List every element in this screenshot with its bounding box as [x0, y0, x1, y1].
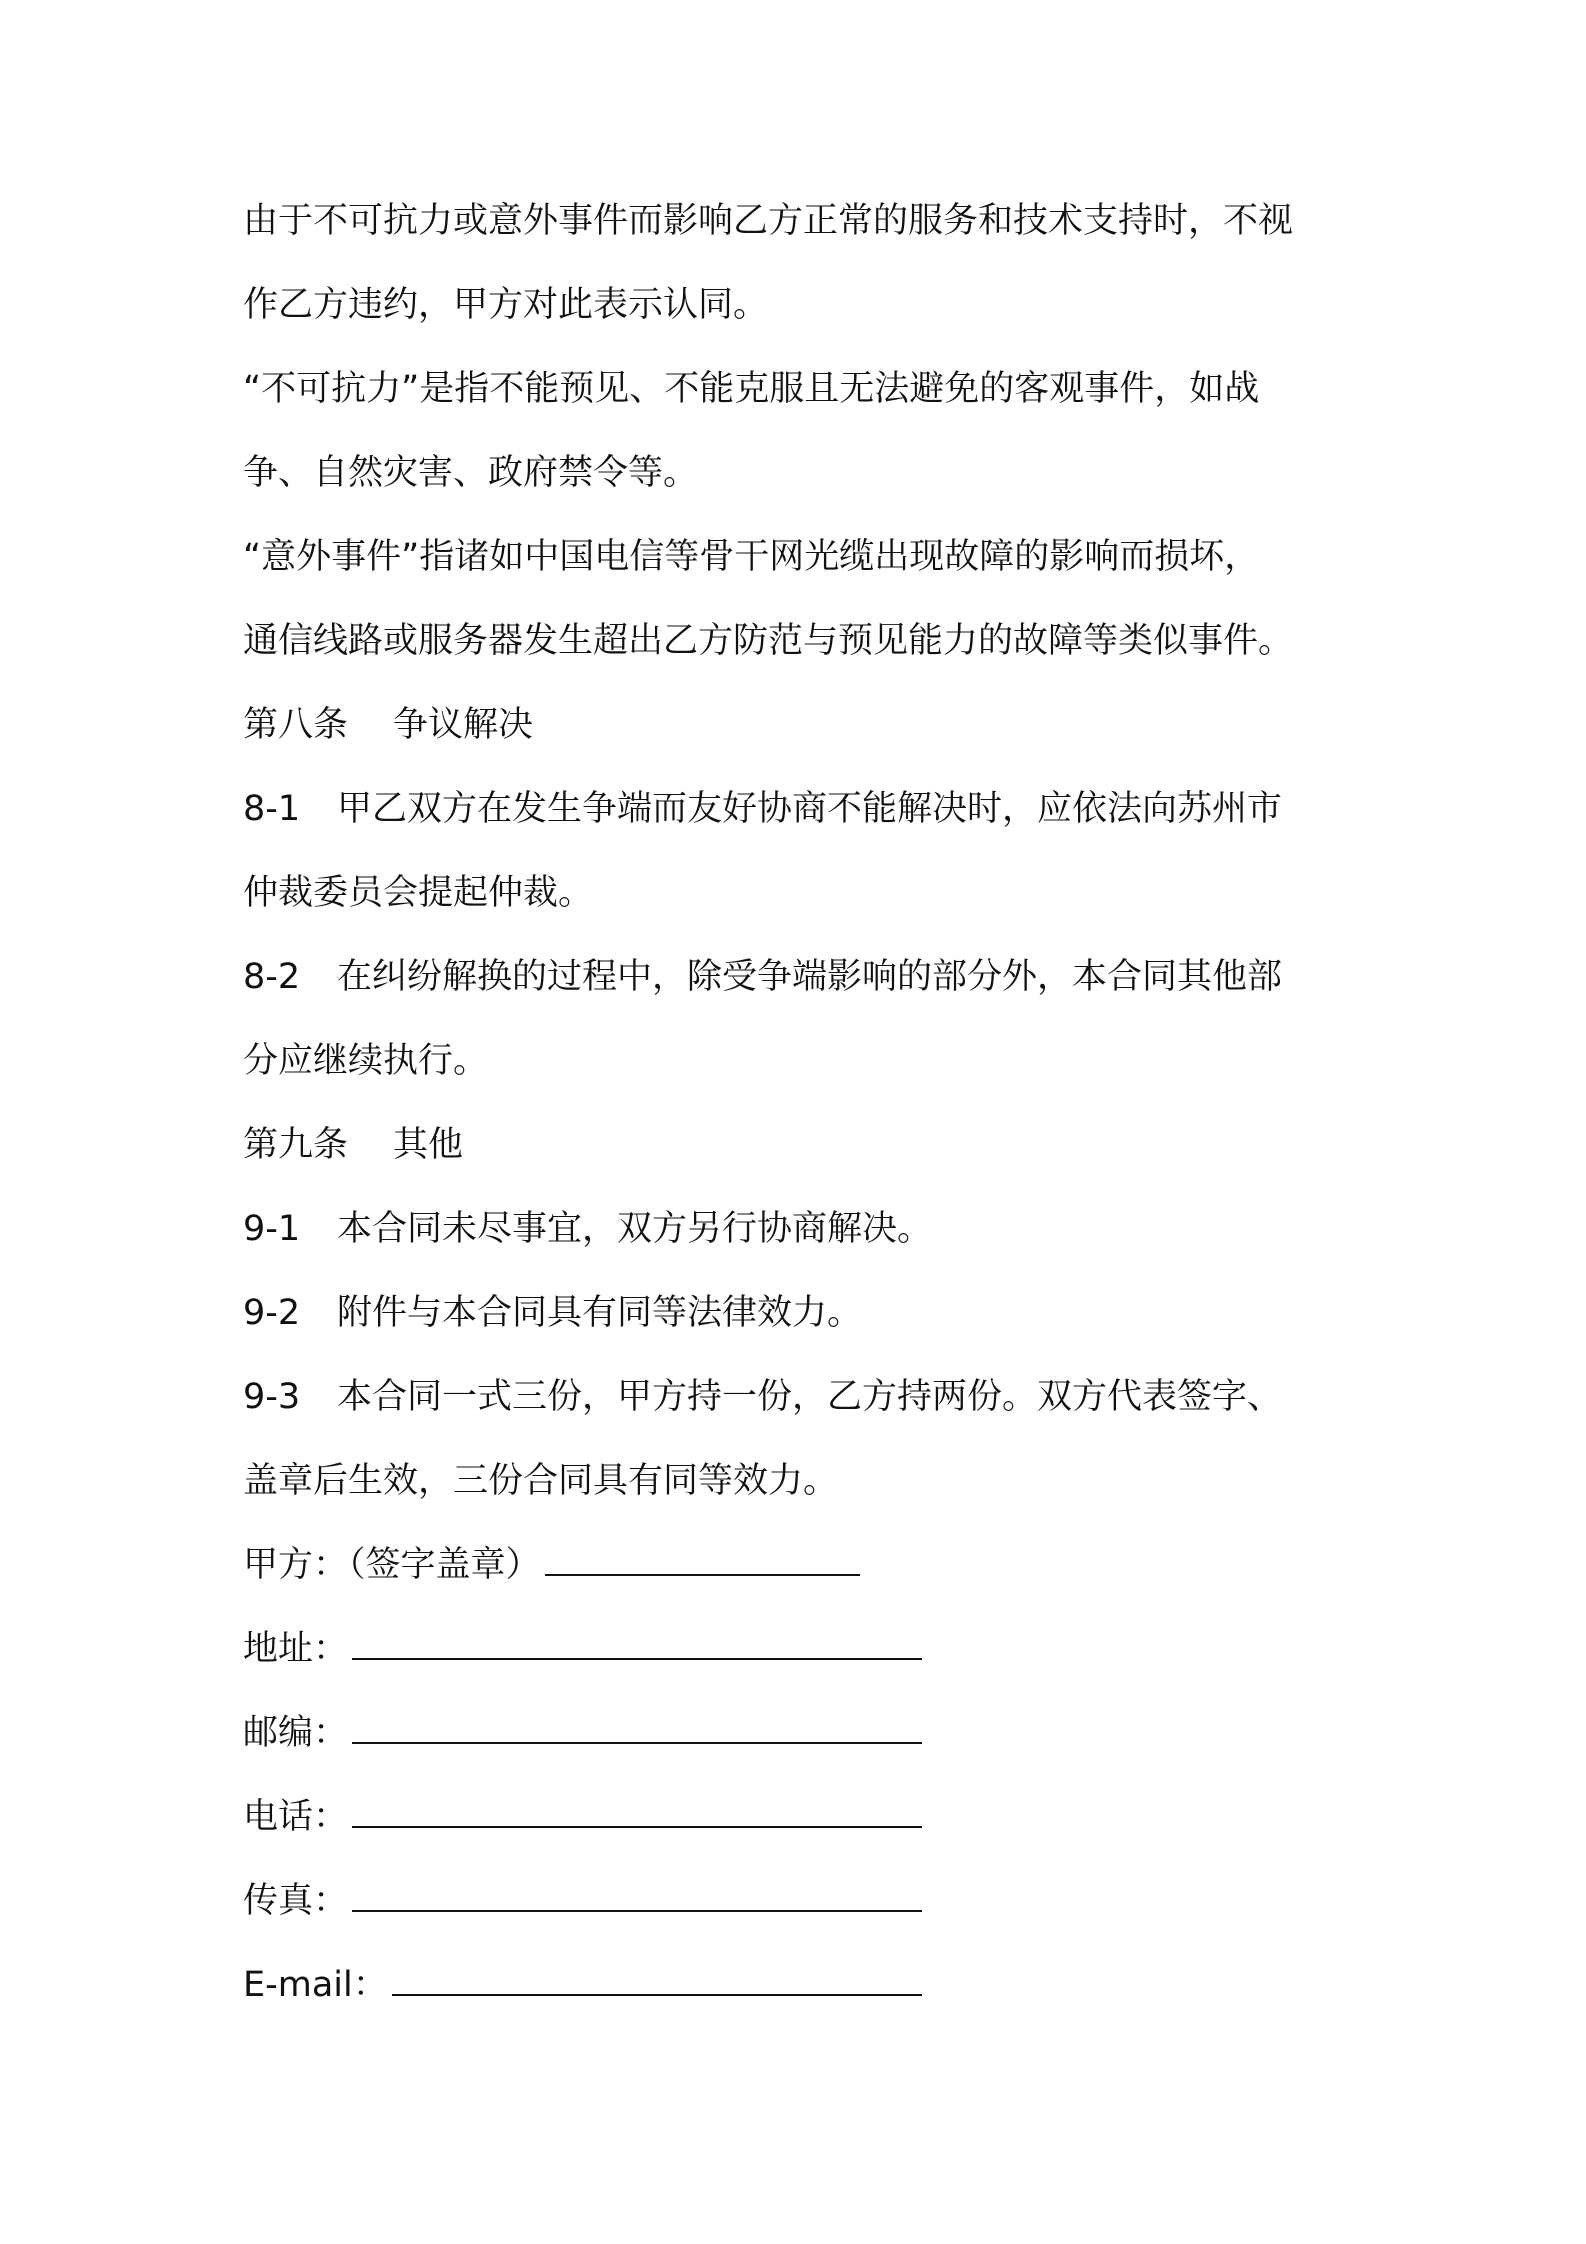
postcode-blank[interactable] [352, 1708, 922, 1744]
clause-text: 甲乙双方在发生争端而友好协商不能解决时，应依法向苏州市 [337, 789, 1283, 829]
postcode-label: 邮编： [243, 1713, 349, 1753]
force-majeure-paragraph-line-1: 由于不可抗力或意外事件而影响乙方正常的服务和技术支持时，不视 [243, 201, 1294, 241]
accident-definition-line-1: “意外事件”指诸如中国电信等骨干网光缆出现故障的影响而损坏， [243, 537, 1260, 577]
phone-row [243, 1792, 922, 1842]
force-majeure-paragraph-line-2: 作乙方违约，甲方对此表示认同。 [243, 285, 769, 325]
clause-text: 本合同未尽事宜，双方另行协商解决。 [337, 1209, 933, 1249]
article-8-heading [243, 700, 533, 750]
force-majeure-definition-line-1: “不可抗力”是指不能预见、不能克服且无法避免的客观事件，如战 [243, 369, 1260, 409]
clause-8-1 [243, 784, 1282, 834]
address-label: 地址： [243, 1629, 349, 1669]
article-9-title: 其他 [393, 1125, 464, 1165]
article-8-title: 争议解决 [393, 705, 534, 745]
address-blank[interactable] [352, 1624, 922, 1660]
clause-number: 8-1 [243, 789, 301, 829]
phone-label: 电话： [243, 1797, 349, 1837]
article-9-number: 第九条 [243, 1125, 349, 1165]
clause-8-1-continuation: 仲裁委员会提起仲裁。 [243, 873, 594, 913]
email-label: E-mail： [243, 1965, 388, 2005]
clause-9-3-continuation: 盖章后生效，三份合同具有同等效力。 [243, 1461, 839, 1501]
clause-number: 9-2 [243, 1293, 301, 1333]
fax-row [243, 1876, 922, 1926]
clause-number: 9-1 [243, 1209, 301, 1249]
party-a-signature-row [243, 1540, 860, 1590]
clause-number: 8-2 [243, 957, 301, 997]
clause-text: 附件与本合同具有同等法律效力。 [337, 1293, 863, 1333]
article-9-heading [243, 1120, 463, 1170]
address-row [243, 1624, 922, 1674]
clause-number: 9-3 [243, 1377, 301, 1417]
clause-text: 本合同一式三份，甲方持一份，乙方持两份。双方代表签字、 [337, 1377, 1283, 1417]
clause-9-3 [243, 1372, 1282, 1422]
fax-blank[interactable] [352, 1876, 922, 1912]
clause-text: 在纠纷解换的过程中，除受争端影响的部分外，本合同其他部 [337, 957, 1283, 997]
accident-definition-line-2: 通信线路或服务器发生超出乙方防范与预见能力的故障等类似事件。 [243, 621, 1294, 661]
party-a-signature-label: 甲方：（签字盖章） [243, 1545, 541, 1585]
force-majeure-definition-line-2: 争、自然灾害、政府禁令等。 [243, 453, 699, 493]
fax-label: 传真： [243, 1881, 349, 1921]
clause-9-2 [243, 1288, 862, 1338]
email-blank[interactable] [392, 1960, 922, 1996]
postcode-row [243, 1708, 922, 1758]
clause-9-1 [243, 1204, 932, 1254]
email-row [243, 1960, 922, 2010]
article-8-number: 第八条 [243, 705, 349, 745]
clause-8-2-continuation: 分应继续执行。 [243, 1041, 489, 1081]
phone-blank[interactable] [352, 1792, 922, 1828]
clause-8-2 [243, 952, 1282, 1002]
party-a-signature-blank[interactable] [545, 1540, 860, 1576]
